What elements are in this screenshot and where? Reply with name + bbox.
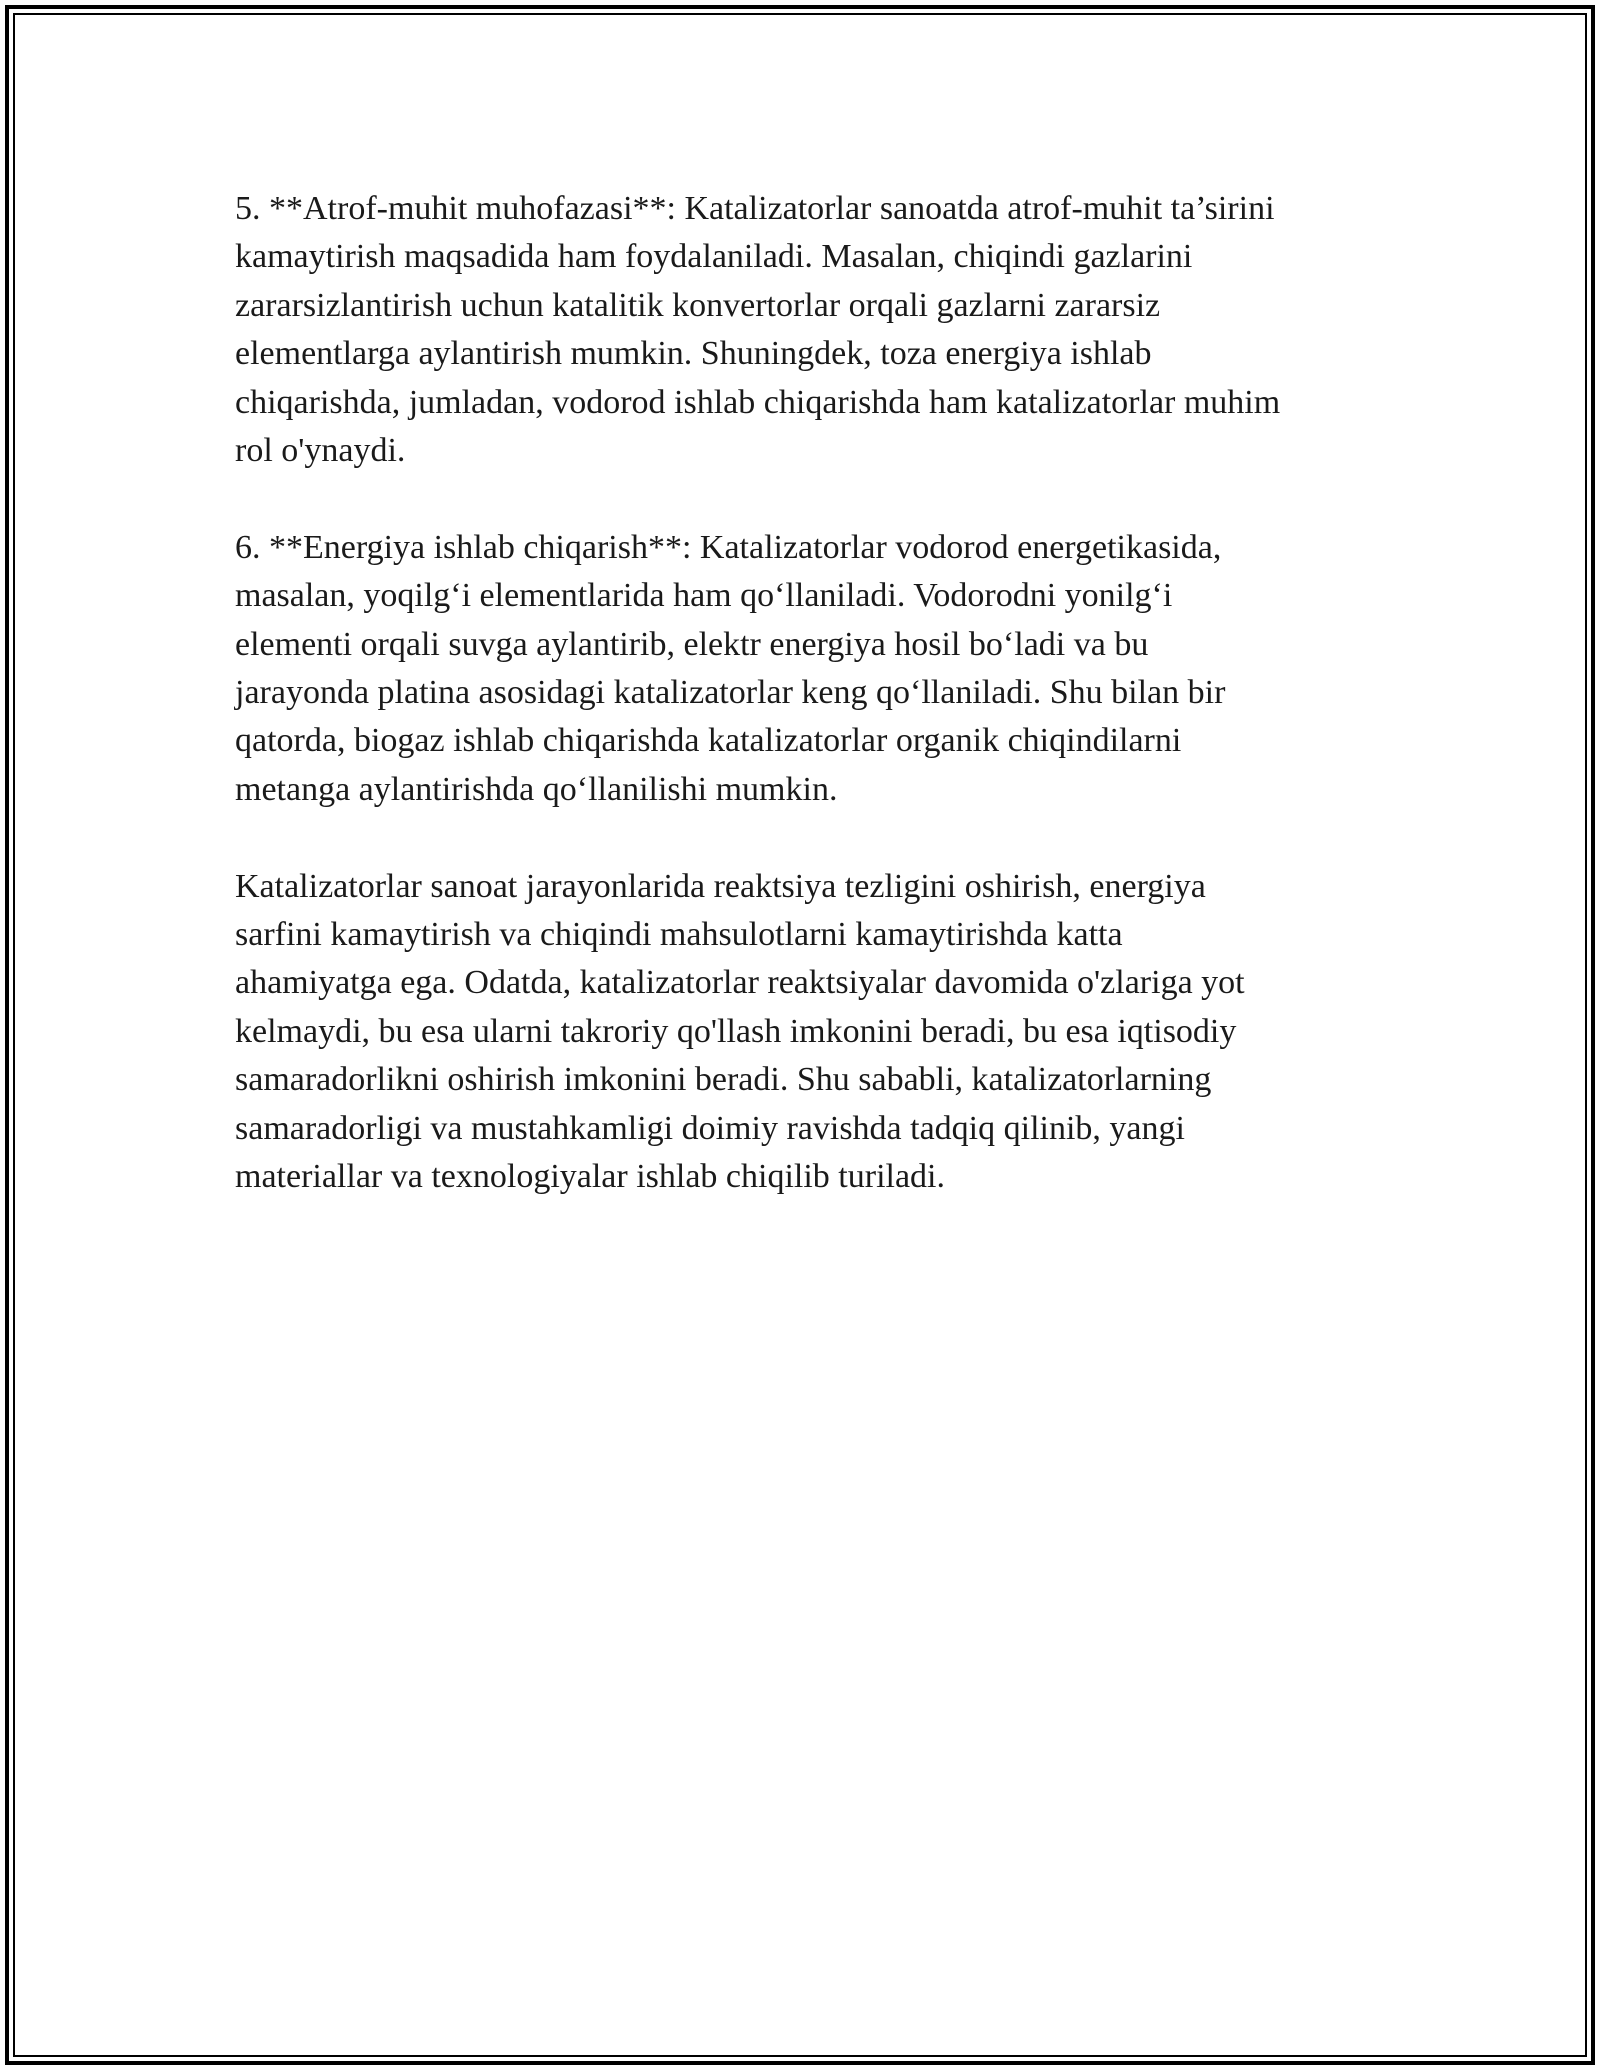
text-line: ahamiyatga ega. Odatda, katalizatorlar reaktsiyalar davomida o'zlariga yot — [235, 964, 1245, 1002]
text-line: zararsizlantirish uchun katalitik konvertorlar orqali gazlarni zararsiz — [235, 286, 1161, 324]
text-line: materiallar va texnologiyalar ishlab chiqilib turiladi. — [235, 1158, 945, 1196]
paragraph-energy-production — [235, 524, 1375, 814]
text-line: jarayonda platina asosidagi katalizatorlar keng qo‘llaniladi. Shu bilan bir — [235, 674, 1226, 712]
text-line: qatorda, biogaz ishlab chiqarishda katalizatorlar organik chiqindilarni — [235, 722, 1182, 760]
paragraph-environment-protection — [235, 185, 1375, 475]
text-line: samaradorligi va mustahkamligi doimiy ravishda tadqiq qilinib, yangi — [235, 1109, 1185, 1147]
text-line: kamaytirish maqsadida ham foydalaniladi. Masalan, chiqindi gazlarini — [235, 238, 1193, 276]
text-line: Katalizatorlar sanoat jarayonlarida reaktsiya tezligini oshirish, energiya — [235, 867, 1206, 905]
text-line: samaradorlikni oshirish imkonini beradi. Shu sababli, katalizatorlarning — [235, 1061, 1212, 1099]
paragraph-conclusion — [235, 863, 1375, 1202]
document-body — [235, 185, 1375, 1250]
text-line: rol o'ynaydi. — [235, 432, 406, 470]
text-line: 5. **Atrof-muhit muhofazasi**: Katalizatorlar sanoatda atrof-muhit ta’sirini — [235, 190, 1275, 227]
text-line: kelmaydi, bu esa ularni takroriy qo'llash imkonini beradi, bu esa iqtisodiy — [235, 1012, 1237, 1050]
text-line: sarfini kamaytirish va chiqindi mahsulotlarni kamaytirishda katta — [235, 916, 1123, 954]
text-line: masalan, yoqilg‘i elementlarida ham qo‘llaniladi. Vodorodni yonilg‘i — [235, 577, 1173, 615]
text-line: 6. **Energiya ishlab chiqarish**: Katalizatorlar vodorod energetikasida, — [235, 528, 1222, 566]
text-line: metanga aylantirishda qo‘llanilishi mumkin. — [235, 770, 838, 808]
text-line: chiqarishda, jumladan, vodorod ishlab chiqarishda ham katalizatorlar muhim — [235, 383, 1281, 421]
text-line: elementi orqali suvga aylantirib, elektr energiya hosil bo‘ladi va bu — [235, 625, 1149, 663]
text-line: elementlarga aylantirish mumkin. Shuningdek, toza energiya ishlab — [235, 335, 1152, 373]
